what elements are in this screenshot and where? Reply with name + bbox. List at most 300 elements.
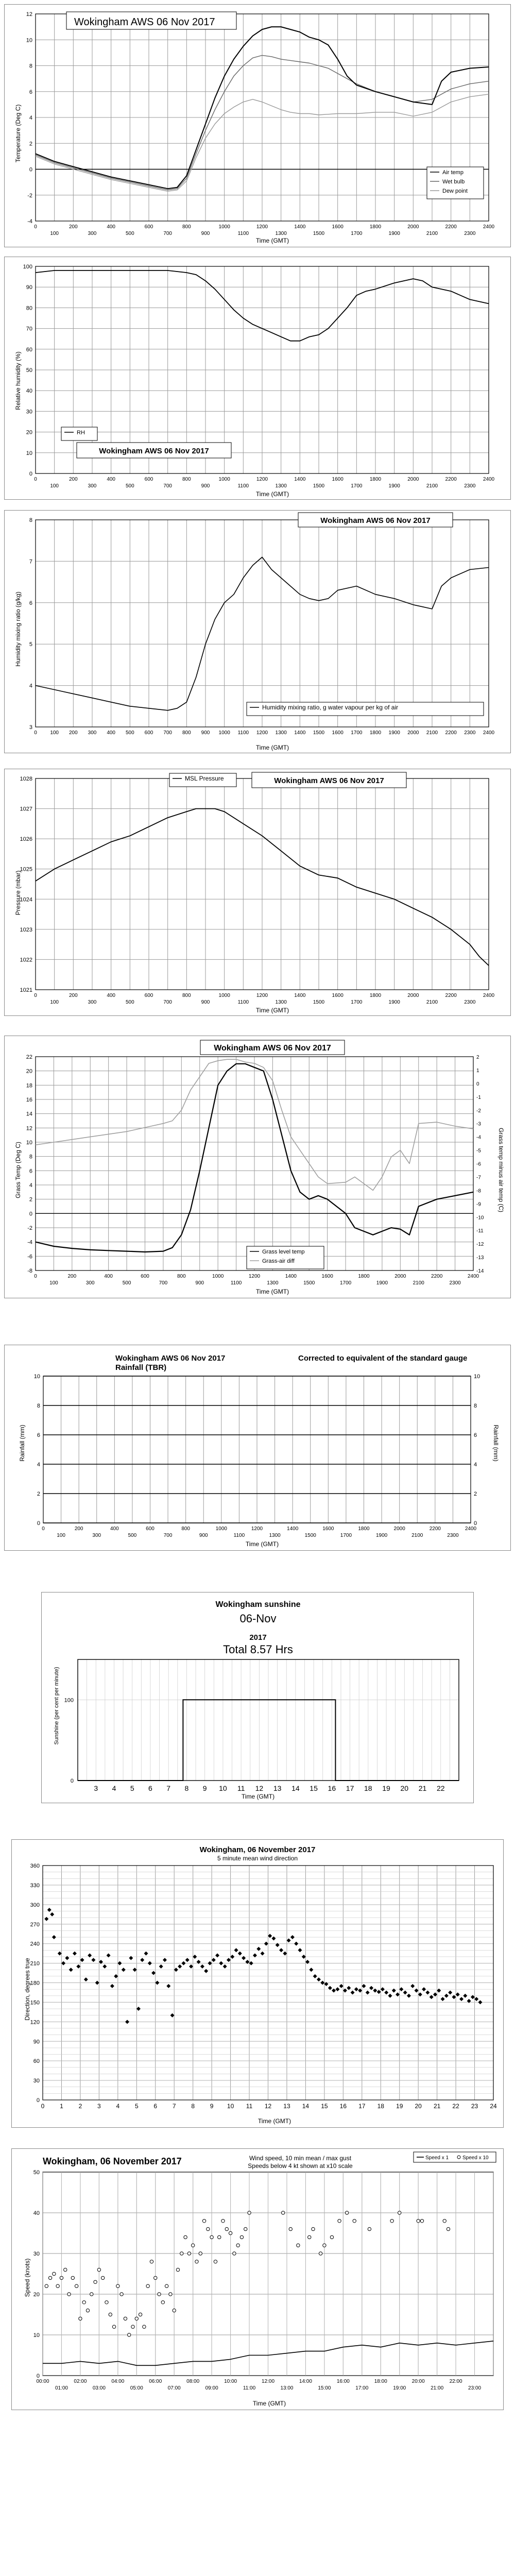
mslp-xtick-label-bottom: 1100 — [237, 999, 249, 1005]
grass-xtick-label-top: 1600 — [321, 1274, 333, 1279]
mix-xtick-label-top: 2300 — [464, 730, 476, 736]
spd-xtick-label-top: 02:00 — [74, 2379, 87, 2384]
rh-ytick-label: 0 — [29, 471, 32, 477]
grass-ylabel2: Grass temp minus air temp (C) — [497, 1127, 505, 1213]
rh-xtick-label-bottom: 500 — [125, 483, 134, 489]
mslp-xtick-label-bottom: 300 — [88, 999, 97, 1005]
mix-ytick-label: 6 — [29, 600, 32, 606]
grass-xtick-label-top: 2000 — [394, 1274, 406, 1279]
spd-x10-point — [105, 2301, 108, 2304]
sun-xtick-label: 21 — [418, 1784, 427, 1792]
rain-xtick-label-bottom: 1900 — [375, 1533, 388, 1538]
dir-xtick-label: 5 — [134, 2103, 139, 2110]
temp-xtick-label-top: 200 — [68, 224, 78, 230]
mslp-xtick-label-top: 600 — [144, 993, 153, 998]
temp-xtick-label-bottom: 1700 — [351, 231, 363, 236]
grass-xtick-label-bottom: 2100 — [413, 1280, 424, 1286]
dir-xtick-label: 15 — [321, 2103, 328, 2110]
sun-xtick-label: 17 — [346, 1784, 354, 1792]
dir-xtick-label: 7 — [172, 2103, 176, 2110]
rh-xtick-label-bottom: 2300 — [464, 483, 476, 489]
rh-ytick-label: 50 — [26, 367, 32, 374]
mixing-ylabel: Humidity mixing ratio (g/kg) — [14, 591, 22, 667]
mslp-xtick-label-bottom: 1700 — [351, 999, 363, 1005]
spd-xtick-label-top: 22:00 — [449, 2379, 462, 2384]
grass-xtick-label-top: 400 — [104, 1274, 113, 1279]
dir-xtick-label: 3 — [97, 2103, 101, 2110]
dir-xtick-label: 1 — [60, 2103, 63, 2110]
mix-xtick-label-top: 2200 — [445, 730, 457, 736]
spd-xtick-label-bottom: 17:00 — [355, 2385, 369, 2391]
spd-x10-point — [447, 2227, 450, 2230]
spd-x10-point — [180, 2252, 183, 2255]
mix-xtick-label-top: 400 — [107, 730, 116, 736]
mix-xtick-label-top: 700 — [163, 730, 173, 736]
spd-x10-point — [67, 2293, 71, 2296]
grass-xtick-label-bottom: 1900 — [376, 1280, 388, 1286]
spd-x10-point — [281, 2211, 284, 2214]
mslp-xtick-label-top: 1000 — [218, 993, 230, 998]
spd-x10-point — [323, 2244, 326, 2247]
rain-y2tick-label: 2 — [474, 1491, 477, 1497]
sun-xtick-label: 6 — [148, 1784, 152, 1792]
spd-x10-point — [116, 2284, 119, 2287]
spd-x10-point — [75, 2284, 78, 2287]
rh-xtick-label-top: 2400 — [483, 477, 495, 482]
mslp-ytick-label: 1023 — [20, 926, 32, 933]
dir-xtick-label: 22 — [452, 2103, 459, 2110]
spd-x10-point — [48, 2276, 52, 2279]
dir-ytick-label: 330 — [30, 1882, 40, 1889]
humidity-chart — [5, 257, 510, 499]
rh-xtick-label-top: 600 — [144, 477, 153, 482]
rain-xtick-label-top: 1400 — [287, 1526, 299, 1532]
rain-xtick-label-bottom: 2100 — [411, 1533, 423, 1538]
mix-xtick-label-top: 1700 — [351, 730, 363, 736]
rh-xtick-label-bottom: 900 — [201, 483, 210, 489]
spd-xtick-label-bottom: 15:00 — [318, 2385, 331, 2391]
rain-y2tick-label: 8 — [474, 1403, 477, 1409]
spd-x10-point — [191, 2244, 194, 2247]
grass-xtick-label-bottom: 900 — [195, 1280, 204, 1286]
spd-xtick-label-bottom: 03:00 — [92, 2385, 106, 2391]
mix-xtick-label-top: 900 — [201, 730, 210, 736]
rain-xtick-label-top: 400 — [110, 1526, 119, 1532]
mslp-xtick-label-bottom: 1300 — [275, 999, 287, 1005]
spd-xtick-label-bottom: 19:00 — [393, 2385, 406, 2391]
spd-x10-point — [45, 2284, 48, 2287]
spd-x10-point — [90, 2293, 93, 2296]
sunshine-date: 06-Nov — [239, 1612, 277, 1625]
mix-xtick-label-top: 2400 — [483, 730, 495, 736]
grass-y2tick-label: -4 — [476, 1134, 481, 1141]
grass-legend-label: Grass-air diff — [262, 1258, 295, 1264]
mix-xtick-label-top: 1900 — [388, 730, 400, 736]
rh-ytick-label: 20 — [26, 429, 32, 436]
temp-xtick-label-bottom: 1100 — [237, 231, 249, 236]
mslp-xtick-label-top: 1400 — [294, 993, 306, 998]
grass-y2tick-label: -12 — [476, 1242, 484, 1248]
mslp-xtick-label-top: 1200 — [256, 993, 268, 998]
temp-xtick-label-bottom: 1900 — [388, 231, 400, 236]
grass-xtick-label-top: 600 — [141, 1274, 149, 1279]
sun-ytick-label: 100 — [64, 1697, 74, 1704]
rain-y2tick-label: 6 — [474, 1432, 477, 1438]
rain-y2tick-label: 4 — [474, 1462, 477, 1468]
temp-legend-label: Wet bulb — [442, 179, 465, 185]
spd-x10-point — [135, 2317, 138, 2320]
grass-xtick-label-bottom: 1500 — [303, 1280, 315, 1286]
spd-x10-point — [236, 2244, 239, 2247]
spd-x10-point — [124, 2317, 127, 2320]
temp-xtick-label-bottom: 900 — [201, 231, 210, 236]
spd-xtick-label-bottom: 09:00 — [205, 2385, 218, 2391]
spd-x10-point — [398, 2211, 401, 2214]
spd-xtick-label-top: 08:00 — [186, 2379, 200, 2384]
speed-title: Wokingham, 06 November 2017 — [43, 2156, 182, 2166]
dir-xtick-label: 4 — [116, 2103, 120, 2110]
dir-ytick-label: 270 — [30, 1921, 40, 1928]
grass-xtick-label-top: 1400 — [285, 1274, 297, 1279]
rain-xtick-label-bottom: 900 — [199, 1533, 208, 1538]
spd-x10-point — [202, 2219, 205, 2223]
rain-xtick-label-bottom: 500 — [128, 1533, 137, 1538]
spd-x10-point — [207, 2227, 210, 2230]
dir-ytick-label: 0 — [36, 2097, 40, 2104]
rh-xtick-label-top: 1000 — [218, 477, 230, 482]
spd-x10-point — [94, 2280, 97, 2283]
rainfall-panel — [4, 1345, 511, 1551]
spd-x10-point — [161, 2301, 164, 2304]
rh-xtick-label-top: 400 — [107, 477, 116, 482]
spd-x10-point — [71, 2276, 74, 2279]
direction-xlabel: Time (GMT) — [258, 2117, 291, 2125]
spd-x10-point — [86, 2309, 89, 2312]
spd-xtick-label-bottom: 23:00 — [468, 2385, 482, 2391]
sunshine-xlabel: Time (GMT) — [241, 1793, 275, 1800]
grass-panel — [4, 1036, 511, 1298]
spd-x10-point — [64, 2268, 67, 2271]
dir-xtick-label: 11 — [246, 2103, 253, 2110]
rainfall-note: Corrected to equivalent of the standard gauge — [298, 1354, 468, 1363]
spd-xtick-label-top: 18:00 — [374, 2379, 387, 2384]
mix-ytick-label: 5 — [29, 641, 32, 648]
grass-xtick-label-top: 1200 — [248, 1274, 261, 1279]
mix-ytick-label: 3 — [29, 724, 32, 731]
grass-ytick-label: 4 — [29, 1182, 32, 1189]
spd-x10-point — [248, 2211, 251, 2214]
temp-ytick-label: 10 — [26, 37, 32, 44]
rh-xtick-label-top: 1200 — [256, 477, 268, 482]
grass-legend-label: Grass level temp — [262, 1249, 305, 1255]
temp-xtick-label-bottom: 700 — [163, 231, 173, 236]
spd-x10-point — [165, 2284, 168, 2287]
spd-x10-point — [214, 2260, 217, 2263]
temp-xtick-label-top: 800 — [182, 224, 191, 230]
spd-x10-point — [233, 2252, 236, 2255]
dir-xtick-label: 8 — [191, 2103, 195, 2110]
spd-x10-point — [443, 2219, 446, 2223]
spd-x10-point — [143, 2325, 146, 2328]
rh-xtick-label-bottom: 300 — [88, 483, 97, 489]
grass-xtick-label-bottom: 2300 — [449, 1280, 461, 1286]
spd-x10-point — [221, 2219, 225, 2223]
dir-xtick-label: 20 — [415, 2103, 422, 2110]
temp-ytick-label: 2 — [29, 141, 32, 147]
spd-x10-point — [319, 2252, 322, 2255]
grass-xtick-label-bottom: 1700 — [339, 1280, 352, 1286]
grass-y2tick-label: 0 — [476, 1081, 479, 1087]
spd-x10-point — [109, 2313, 112, 2316]
mix-xtick-label-top: 2100 — [426, 730, 438, 736]
mslp-xtick-label-top: 200 — [68, 993, 78, 998]
spd-x10-point — [330, 2235, 333, 2239]
spd-x10-point — [199, 2252, 202, 2255]
rain-xtick-label-top: 800 — [181, 1526, 191, 1532]
rh-ytick-label: 40 — [26, 388, 32, 395]
grass-y2tick-label: -11 — [476, 1228, 484, 1234]
rh-xtick-label-top: 1600 — [332, 477, 344, 482]
spd-ytick-label: 50 — [33, 2170, 40, 2176]
temp-xtick-label-bottom: 300 — [88, 231, 97, 236]
temp-ytick-label: 12 — [26, 11, 32, 18]
temp-xtick-label-top: 400 — [107, 224, 116, 230]
mslp-legend-label: MSL Pressure — [185, 775, 224, 782]
temperature-chart — [5, 5, 510, 247]
sun-xtick-label: 3 — [94, 1784, 98, 1792]
sunshine-year: 2017 — [249, 1633, 267, 1642]
grass-xtick-label-bottom: 700 — [159, 1280, 168, 1286]
dir-xtick-label: 17 — [358, 2103, 366, 2110]
rain-xtick-label-bottom: 700 — [163, 1533, 173, 1538]
grass-xtick-label-top: 200 — [67, 1274, 77, 1279]
rain-ytick-label: 2 — [37, 1491, 40, 1497]
mslp-xtick-label-bottom: 500 — [125, 999, 134, 1005]
spd-legend-swatch-x10 — [457, 2156, 460, 2159]
grass-y2tick-label: -6 — [476, 1161, 481, 1167]
spd-x10-point — [195, 2260, 198, 2263]
rh-ytick-label: 30 — [26, 409, 32, 415]
rh-xtick-label-bottom: 1700 — [351, 483, 363, 489]
rh-xtick-label-bottom: 1500 — [313, 483, 325, 489]
temperature-panel — [4, 4, 511, 247]
grass-xtick-label-bottom: 1300 — [267, 1280, 279, 1286]
rh-xtick-label-bottom: 700 — [163, 483, 173, 489]
dir-ytick-label: 210 — [30, 1960, 40, 1967]
spd-x10-point — [308, 2235, 311, 2239]
sun-xtick-label: 10 — [219, 1784, 227, 1792]
spd-x10-point — [417, 2219, 420, 2223]
rain-xtick-label-top: 0 — [42, 1526, 45, 1532]
spd-x10-point — [154, 2276, 157, 2279]
dir-xtick-label: 21 — [433, 2103, 441, 2110]
dir-xtick-label: 10 — [227, 2103, 234, 2110]
mslp-xtick-label-top: 1600 — [332, 993, 344, 998]
mix-xtick-label-top: 1200 — [256, 730, 268, 736]
rh-xtick-label-top: 0 — [34, 477, 37, 482]
spd-x10-point — [187, 2252, 191, 2255]
sunshine-title: Wokingham sunshine — [215, 1600, 301, 1609]
mslp-xtick-label-top: 2400 — [483, 993, 495, 998]
mslp-xtick-label-bottom: 2100 — [426, 999, 438, 1005]
grass-y2tick-label: -2 — [476, 1108, 481, 1114]
rh-legend-label: RH — [77, 430, 85, 436]
mslp-xtick-label-bottom: 900 — [201, 999, 210, 1005]
spd-x10-point — [244, 2227, 247, 2230]
spd-xtick-label-bottom: 07:00 — [167, 2385, 181, 2391]
rh-ytick-label: 10 — [26, 450, 32, 456]
spd-xtick-label-top: 06:00 — [149, 2379, 162, 2384]
temp-xtick-label-bottom: 100 — [50, 231, 59, 236]
grass-xtick-label-top: 1800 — [358, 1274, 370, 1279]
grass-ytick-label: 2 — [29, 1196, 32, 1203]
mix-xtick-label-top: 300 — [88, 730, 97, 736]
temp-ytick-label: 8 — [29, 63, 32, 70]
grass-ytick-label: 16 — [26, 1097, 32, 1103]
mslp-ytick-label: 1024 — [20, 896, 32, 903]
spd-x10-point — [184, 2235, 187, 2239]
temp-ytick-label: 4 — [29, 115, 32, 121]
rh-xtick-label-bottom: 100 — [50, 483, 59, 489]
spd-xtick-label-top: 10:00 — [224, 2379, 237, 2384]
mix-xtick-label-top: 0 — [34, 730, 37, 736]
spd-ytick-label: 0 — [36, 2373, 40, 2379]
spd-ytick-label: 30 — [33, 2251, 40, 2257]
dir-ytick-label: 240 — [30, 1941, 40, 1947]
mslp-ytick-label: 1026 — [20, 836, 32, 843]
temp-xtick-label-top: 1800 — [369, 224, 382, 230]
grass-ytick-label: 0 — [29, 1211, 32, 1217]
sunshine-panel — [41, 1592, 474, 1803]
grass-y2tick-label: 2 — [476, 1055, 479, 1060]
rh-ytick-label: 60 — [26, 346, 32, 353]
grass-y2tick-label: 1 — [476, 1067, 479, 1074]
humidity-ylabel: Relative humidity (%) — [14, 351, 22, 410]
temperature-xlabel: Time (GMT) — [255, 237, 289, 244]
dir-ytick-label: 90 — [33, 2039, 40, 2045]
dir-xtick-label: 19 — [396, 2103, 403, 2110]
spd-x10-point — [128, 2333, 131, 2336]
mix-ytick-label: 8 — [29, 517, 32, 523]
temp-xtick-label-top: 1000 — [218, 224, 230, 230]
spd-x10-point — [150, 2260, 153, 2263]
spd-xtick-label-bottom: 21:00 — [431, 2385, 444, 2391]
spd-x10-point — [112, 2325, 115, 2328]
spd-x10-point — [345, 2211, 348, 2214]
spd-ytick-label: 10 — [33, 2332, 40, 2338]
speed-chart — [12, 2149, 503, 2410]
dir-ytick-label: 300 — [30, 1902, 40, 1908]
grass-ytick-label: 18 — [26, 1082, 32, 1089]
rain-ytick-label: 4 — [37, 1462, 40, 1468]
spd-xtick-label-bottom: 13:00 — [280, 2385, 294, 2391]
temp-xtick-label-top: 2000 — [407, 224, 419, 230]
humidity-panel — [4, 257, 511, 500]
mixing-xlabel: Time (GMT) — [255, 744, 289, 751]
spd-x10-point — [210, 2235, 213, 2239]
dir-ytick-label: 60 — [33, 2058, 40, 2065]
sun-xtick-label: 19 — [382, 1784, 390, 1792]
dir-ytick-label: 150 — [30, 1999, 40, 2006]
rainfall-subtitle: Rainfall (TBR) — [115, 1363, 167, 1372]
mix-xtick-label-top: 500 — [125, 730, 134, 736]
grass-ytick-label: 14 — [26, 1111, 32, 1117]
sun-xtick-label: 7 — [166, 1784, 171, 1792]
rainfall-ylabel: Rainfall (mm) — [19, 1425, 26, 1462]
grass-ytick-label: -4 — [27, 1239, 32, 1246]
mix-xtick-label-top: 1500 — [313, 730, 325, 736]
spd-x10-point — [79, 2317, 82, 2320]
rainfall-title: Wokingham AWS 06 Nov 2017 — [115, 1354, 226, 1363]
rh-xtick-label-bottom: 2100 — [426, 483, 438, 489]
temp-xtick-label-top: 1600 — [332, 224, 344, 230]
spd-x10-point — [139, 2313, 142, 2316]
grass-y2tick-label: -3 — [476, 1121, 481, 1127]
speed-panel — [11, 2148, 504, 2410]
mslp-xtick-label-bottom: 2300 — [464, 999, 476, 1005]
spd-xtick-label-top: 20:00 — [411, 2379, 425, 2384]
grass-xtick-label-top: 2400 — [467, 1274, 479, 1279]
rain-ytick-label: 10 — [33, 1374, 40, 1380]
mix-xtick-label-top: 600 — [144, 730, 153, 736]
grass-title: Wokingham AWS 06 Nov 2017 — [214, 1044, 331, 1053]
mix-ytick-label: 7 — [29, 558, 32, 565]
grass-ytick-label: 12 — [26, 1125, 32, 1132]
mix-xtick-label-top: 2000 — [407, 730, 419, 736]
dir-xtick-label: 23 — [471, 2103, 478, 2110]
rain-xtick-label-top: 2200 — [429, 1526, 441, 1532]
spd-x10-point — [420, 2219, 423, 2223]
dir-xtick-label: 18 — [377, 2103, 384, 2110]
rh-xtick-label-bottom: 1100 — [237, 483, 249, 489]
rain-ytick-label: 6 — [37, 1432, 40, 1438]
humidity-xlabel: Time (GMT) — [255, 490, 289, 498]
spd-x10-point — [146, 2284, 149, 2287]
temp-xtick-label-top: 600 — [144, 224, 153, 230]
grass-ytick-label: 8 — [29, 1154, 32, 1160]
grass-ytick-label: 10 — [26, 1140, 32, 1146]
rain-y2tick-label: 10 — [474, 1374, 480, 1380]
rain-xtick-label-bottom: 100 — [57, 1533, 65, 1538]
spd-x10-point — [312, 2227, 315, 2230]
temp-xtick-label-top: 1400 — [294, 224, 306, 230]
spd-ytick-label: 20 — [33, 2292, 40, 2298]
dir-xtick-label: 6 — [153, 2103, 158, 2110]
rain-xtick-label-top: 2000 — [393, 1526, 405, 1532]
sun-xtick-label: 12 — [255, 1784, 264, 1792]
mix-legend-label: Humidity mixing ratio, g water vapour per kg of air — [262, 704, 399, 711]
dir-ytick-label: 360 — [30, 1863, 40, 1869]
mix-xtick-label-top: 1800 — [369, 730, 382, 736]
grass-xtick-label-top: 0 — [34, 1274, 37, 1279]
dir-xtick-label: 0 — [41, 2103, 45, 2110]
mslp-xtick-label-top: 2000 — [407, 993, 419, 998]
spd-ytick-label: 40 — [33, 2210, 40, 2216]
sun-xtick-label: 5 — [130, 1784, 134, 1792]
spd-x10-point — [56, 2284, 59, 2287]
grass-chart — [5, 1036, 510, 1298]
grass-ytick-label: -6 — [27, 1253, 32, 1260]
direction-subtitle: 5 minute mean wind direction — [217, 1855, 298, 1862]
rain-xtick-label-bottom: 300 — [92, 1533, 101, 1538]
rain-xtick-label-top: 600 — [146, 1526, 154, 1532]
mslp-xtick-label-top: 800 — [182, 993, 191, 998]
temp-xtick-label-top: 2200 — [445, 224, 457, 230]
temp-xtick-label-bottom: 1300 — [275, 231, 287, 236]
mixing-panel — [4, 510, 511, 753]
dir-xtick-label: 16 — [339, 2103, 347, 2110]
rh-xtick-label-bottom: 1300 — [275, 483, 287, 489]
